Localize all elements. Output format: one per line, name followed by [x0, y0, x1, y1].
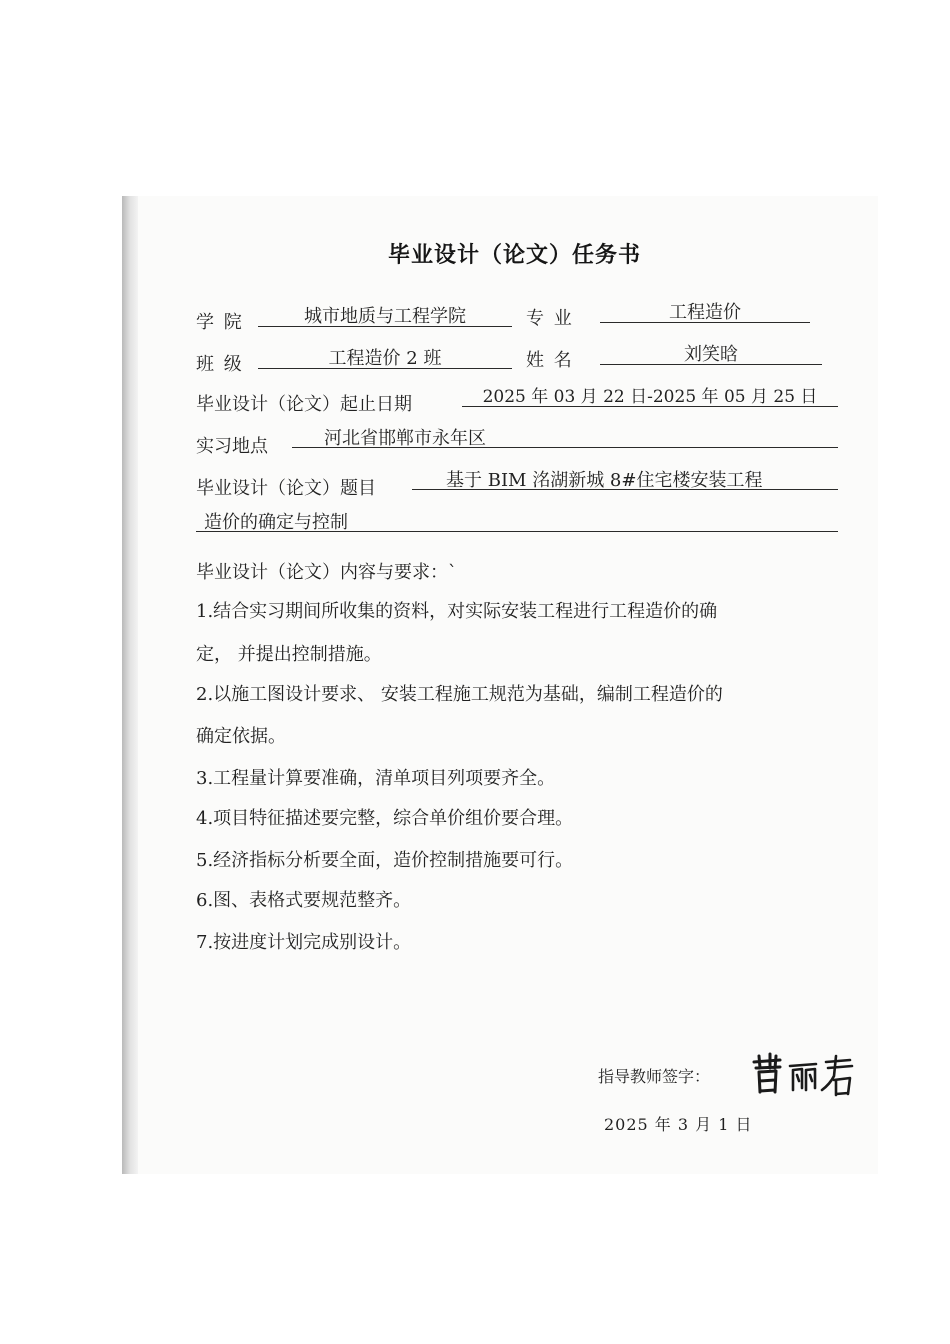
content-line: 3.工程量计算要准确，清单项目列项要齐全。	[196, 768, 556, 789]
class-value: 工程造价 2 班	[258, 344, 512, 369]
signature-date: 2025 年 3 月 1 日	[604, 1115, 753, 1134]
content-line: 2.以施工图设计要求、 安装工程施工规范为基础，编制工程造价的	[196, 684, 723, 705]
content-line: 定， 并提出控制措施。	[196, 644, 382, 665]
major-label: 专 业	[526, 308, 574, 329]
content-line: 1.结合实习期间所收集的资料，对实际安装工程进行工程造价的确	[196, 601, 718, 622]
content-line: 5.经济指标分析要全面，造价控制措施要可行。	[196, 850, 574, 871]
advisor-signature-label: 指导教师签字：	[598, 1067, 711, 1086]
content-heading: 毕业设计（论文）内容与要求：`	[196, 562, 457, 583]
topic-label: 毕业设计（论文）题目	[196, 478, 376, 499]
topic-value-line1: 基于 BIM 洺湖新城 8#住宅楼安装工程	[412, 466, 838, 490]
content-line: 7.按进度计划完成别设计。	[196, 932, 412, 953]
content-line: 6.图、表格式要规范整齐。	[196, 890, 412, 911]
major-value: 工程造价	[600, 298, 810, 323]
college-value: 城市地质与工程学院	[258, 302, 512, 327]
document-title: 毕业设计（论文）任务书	[388, 242, 642, 268]
content-line: 4.项目特征描述要完整，综合单价组价要合理。	[196, 808, 574, 829]
topic-value-line2: 造价的确定与控制	[196, 508, 838, 532]
class-label: 班 级	[196, 354, 244, 375]
content-line: 确定依据。	[196, 726, 286, 747]
location-value: 河北省邯郸市永年区	[292, 424, 838, 448]
dates-value: 2025 年 03 月 22 日-2025 年 05 月 25 日	[462, 382, 838, 407]
dates-label: 毕业设计（论文）起止日期	[196, 394, 412, 415]
name-label: 姓 名	[526, 350, 574, 371]
location-label: 实习地点	[196, 436, 268, 457]
name-value: 刘笑晗	[600, 340, 822, 365]
advisor-handwritten-signature	[750, 1050, 860, 1104]
college-label: 学 院	[196, 312, 244, 333]
